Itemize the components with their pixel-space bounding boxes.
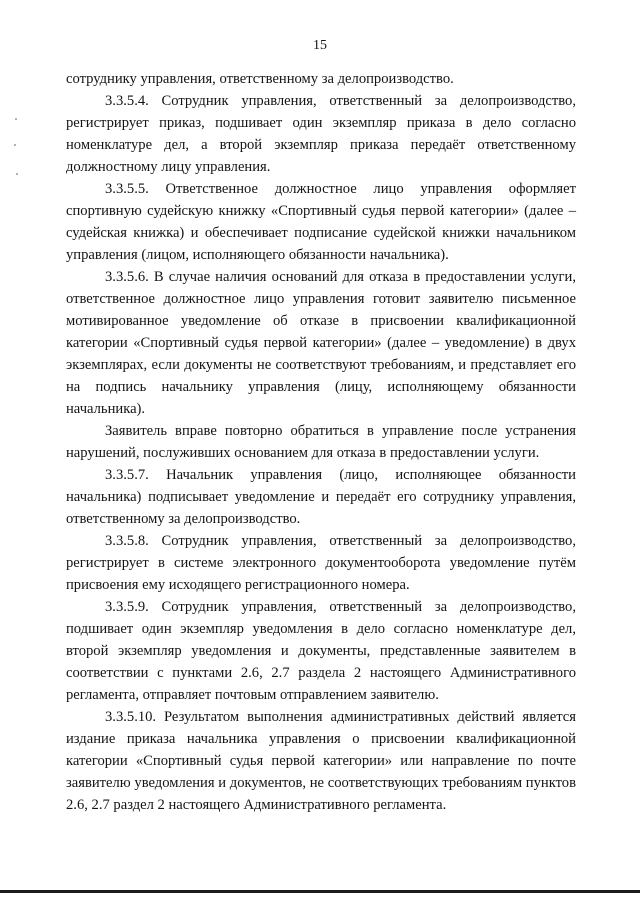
paragraph-3-3-5-8: 3.3.5.8. Сотрудник управления, ответственный за делопроизводство, регистрирует в системе электронного документооборота уведомление путём присвоения ему исходящего регистрационного номера. — [66, 533, 576, 593]
document-body — [66, 68, 576, 816]
paragraph-3-3-5-5: 3.3.5.5. Ответственное должностное лицо управления оформляет спортивную судейскую книжку «Спортивный судья первой категории» (далее – судейская книжка) и обеспечивает подписание судейской книжки начальником управления (лицом, исполняющего обязанности начальника). — [66, 181, 576, 263]
paragraph-3-3-5-7: 3.3.5.7. Начальник управления (лицо, исполняющее обязанности начальника) подписывает уведомление и передаёт его сотруднику управления, ответственному за делопроизводство. — [66, 467, 576, 527]
scan-artifact — [14, 118, 18, 178]
paragraph-3-3-5-6: 3.3.5.6. В случае наличия оснований для отказа в предоставлении услуги, ответственное должностное лицо управления готовит заявителю письменное мотивированное уведомление об отказе в присвоении квалификационной категории «Спортивный судья первой категории» (далее – уведомление) в двух экземплярах, если документы не соответствуют требованиям, и представляет его на подпись начальнику управления (лицу, исполняющему обязанности начальника). — [66, 269, 576, 417]
paragraph-continuation: сотруднику управления, ответственному за делопроизводство. — [66, 71, 454, 87]
paragraph-3-3-5-10: 3.3.5.10. Результатом выполнения административных действий является издание приказа начальника управления о присвоении квалификационной категории «Спортивный судья первой категории» или направление по почте заявителю уведомления и документов, не соответствующих требованиям пунктов 2.6, 2.7 раздел 2 настоящего Административного регламента. — [66, 709, 576, 813]
paragraph-3-3-5-9: 3.3.5.9. Сотрудник управления, ответственный за делопроизводство, подшивает один экземпляр уведомления в дело согласно номенклатуре дел, второй экземпляр уведомления и документы, представленные заявителем в соответствии с пунктами 2.6, 2.7 раздела 2 настоящего Административного регламента, отправляет почтовым отправлением заявителю. — [66, 599, 576, 703]
page-number: 15 — [313, 38, 327, 53]
paragraph-applicant-right: Заявитель вправе повторно обратиться в управление после устранения нарушений, послуживших основанием для отказа в предоставлении услуги. — [66, 423, 576, 461]
bottom-scan-edge — [0, 890, 640, 893]
paragraph-3-3-5-4: 3.3.5.4. Сотрудник управления, ответственный за делопроизводство, регистрирует приказ, подшивает один экземпляр приказа в дело согласно номенклатуре дел, а второй экземпляр приказа передаёт ответственному должностному лицу управления. — [66, 93, 576, 175]
